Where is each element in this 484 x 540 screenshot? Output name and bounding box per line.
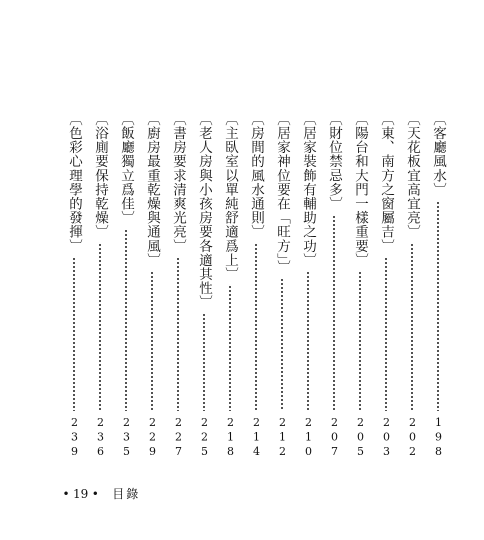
section-label: 目錄 [112, 487, 141, 501]
toc-entry-title: 〔財位禁忌多〕 [326, 112, 342, 211]
toc-entry [402, 112, 422, 460]
toc-entry [142, 112, 162, 460]
toc-leader-dots [333, 215, 335, 411]
toc-entry-title: 〔房間的風水通則〕 [248, 112, 264, 239]
table-of-contents [64, 112, 448, 460]
toc-entry-title: 〔居家裝飾有輔助之功〕 [300, 112, 316, 268]
toc-entry [298, 112, 318, 460]
toc-entry-title: 〔廚房最重乾燥與通風〕 [144, 112, 160, 268]
toc-entry-page: 212 [276, 416, 289, 460]
toc-entry-page: 235 [120, 416, 133, 460]
toc-entry-title: 〔陽台和大門一樣重要〕 [352, 112, 368, 268]
page-number: 19 [73, 487, 89, 501]
toc-entry-page: 202 [406, 416, 419, 460]
toc-entry-page: 218 [224, 416, 237, 460]
toc-leader-dots [255, 243, 257, 411]
toc-entry [272, 112, 292, 460]
toc-entry [350, 112, 370, 460]
toc-entry-title: 〔書房要求清爽光亮〕 [170, 112, 186, 253]
toc-entry-title: 〔老人房與小孩房要各適其性〕 [196, 112, 212, 310]
toc-entry-page: 236 [94, 416, 107, 460]
toc-leader-dots [359, 271, 361, 411]
toc-entry-page: 239 [68, 416, 81, 460]
toc-entry [428, 112, 448, 460]
toc-leader-dots [99, 243, 101, 411]
toc-leader-dots [203, 313, 205, 411]
toc-leader-dots [307, 271, 309, 411]
toc-entry [376, 112, 396, 460]
toc-entry-title: 〔東、南方之窗屬吉〕 [378, 112, 394, 253]
toc-entry [90, 112, 110, 460]
toc-entry [324, 112, 344, 460]
toc-entry-title: 〔客廳風水〕 [430, 112, 446, 197]
toc-entry [168, 112, 188, 460]
toc-entry-page: 205 [354, 416, 367, 460]
toc-entry-page: 214 [250, 416, 263, 460]
page-footer [61, 486, 140, 502]
footer-bullet-left: • [62, 487, 70, 501]
toc-entry-page: 198 [432, 416, 445, 460]
toc-leader-dots [125, 229, 127, 411]
toc-entry-page: 210 [302, 416, 315, 460]
toc-leader-dots [411, 243, 413, 411]
toc-leader-dots [151, 271, 153, 411]
toc-leader-dots [73, 257, 75, 411]
footer-bullet-right: • [91, 487, 99, 501]
toc-entry-page: 207 [328, 416, 341, 460]
toc-entry-title: 〔天花板宜高宜亮〕 [404, 112, 420, 239]
toc-entry-title: 〔浴廁要保持乾燥〕 [92, 112, 108, 239]
toc-entry-page: 229 [146, 416, 159, 460]
toc-leader-dots [281, 278, 283, 411]
toc-entry-title: 〔居家神位要在「旺方」〕 [274, 112, 290, 275]
toc-leader-dots [437, 201, 439, 412]
toc-leader-dots [229, 285, 231, 411]
toc-entry-title: 〔飯廳獨立爲佳〕 [118, 112, 134, 225]
toc-entry-title: 〔色彩心理學的發揮〕 [66, 112, 82, 253]
toc-entry [194, 112, 214, 460]
toc-entry-page: 225 [198, 416, 211, 460]
toc-entry [116, 112, 136, 460]
toc-entry [220, 112, 240, 460]
toc-leader-dots [385, 257, 387, 411]
toc-entry-title: 〔主臥室以單純舒適爲上〕 [222, 112, 238, 282]
toc-entry-page: 227 [172, 416, 185, 460]
toc-leader-dots [177, 257, 179, 411]
toc-entry-page: 203 [380, 416, 393, 460]
toc-entry [246, 112, 266, 460]
toc-entry [64, 112, 84, 460]
